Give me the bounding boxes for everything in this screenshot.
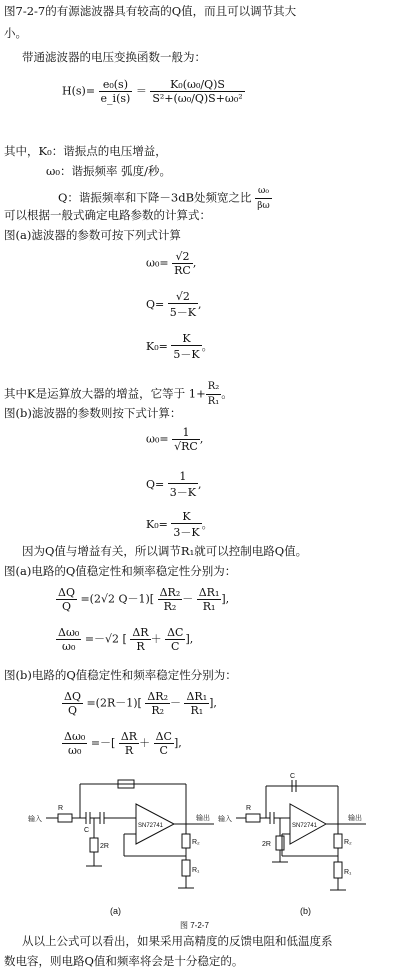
formula-numerator: e₀(s) [99,78,133,92]
definition-q: Q：谐振频率和下降－3dB处频宽之比 $\frac{\text{ω₀}}{\beta\omega}$ [58,186,270,211]
intro-line-2: 小。 [4,26,27,40]
formula-fraction [150,78,244,105]
formula-b-w-stability: $\frac{\text{Δω₀}}{\text{ω₀}}$ =－[ $\frac{\Delta R}{R}$ ＋ $\frac{\Delta C}{C}$ ], [64,730,182,757]
label-2r-a: 2R [100,843,109,850]
label-r-a: R [58,805,64,812]
transfer-function-intro: 带通滤波器的电压变换函数一般为： [22,50,206,64]
figure-caption: 图 7-2-7 [180,921,209,930]
formula-denominator: S²+(ω₀/Q)S+ω₀² [152,92,243,105]
formula-lhs: H(s)= [62,84,96,98]
circuit-figure [0,770,401,930]
formula-fraction [99,78,133,105]
formula-denominator: e_i(s) [100,92,131,105]
ratio-fraction: $\frac{\text{ω₀}}{\beta\omega}$ [257,186,270,211]
caption-a: (a) [110,906,121,916]
intro-line-1: 图7-2-7的有源滤波器具有较高的Q值，而且可以调节其大 [4,4,297,18]
definition-w0: ω₀：谐振频率 弧度/秒。 [46,164,172,178]
opamp-label-b: SN72741 [292,823,318,829]
resistor-r2-a [182,834,190,848]
conclusion-line-1: 从以上公式可以看出，如果采用高精度的反馈电阻和低温度系 [22,934,333,948]
output-label-b: 输出 [348,815,362,822]
label-r2-b: R₂ [344,839,352,846]
formula-numerator: K₀(ω₀/Q)S [150,78,244,92]
caption-b: (b) [300,906,311,916]
resistor-r1-b [334,862,342,878]
resistor-2r-b [276,836,284,850]
formula-b-q: Q= $\frac{1}{3-K}$ , [146,470,202,499]
filter-a-stability-intro: 图(a)电路的Q值稳定性和频率稳定性分别为： [4,564,237,578]
formula-a-w0: ω₀= $\frac{√2}{RC}$ , [146,250,197,277]
label-r2-a: R₂ [192,839,200,846]
resistor-r-a [58,814,72,822]
q-control-note: 因为Q值与增益有关，所以调节R₁就可以控制电路Q值。 [22,544,308,558]
formula-a-k0: K₀= $\frac{K}{5-K}$ 。 [146,332,213,361]
resistor-r-b [246,814,260,822]
resistor-r2-b [334,834,342,848]
label-r-b: R [246,805,252,812]
opamp-gain-note: 其中K是运算放大器的增益，它等于 1+ $\frac{\text{R₂}}{\text{R₁}}$ 。 [4,381,233,407]
formula-a-q-stability: $\frac{\Delta Q}{Q}$ =(2√2 Q－1)[ $\frac{\text{ΔR₂}}{\text{R₂}}$ － $\frac{\text{ΔR₁}}{\text{R₁}}$ ], [58,586,230,613]
input-label-a: 输入 [28,816,42,823]
general-formula-note: 可以根据一般式确定电路参数的计算式： [4,208,211,222]
label-r1-a: R₁ [192,867,200,874]
label-c-b: C [290,773,296,780]
filter-b-params-intro: 图(b)滤波器的参数则按下式计算： [4,406,182,420]
filter-b-stability-intro: 图(b)电路的Q值稳定性和频率稳定性分别为： [4,668,237,682]
resistor-2r-a [90,838,98,852]
formula-b-q-stability: $\frac{\Delta Q}{Q}$ =(2R－1)[ $\frac{\text{ΔR₂}}{\text{R₂}}$ － $\frac{\text{ΔR₁}}{\text{R₁}}$ ], [64,690,217,717]
label-2r-b: 2R [262,841,271,848]
input-label-b: 输入 [218,816,232,823]
label-c-a: C [84,827,90,834]
resistor-r1-a [182,860,190,876]
filter-a-params-intro: 图(a)滤波器的参数可按下列式计算 [4,228,181,242]
formula-a-q: Q= $\frac{√2}{5-K}$ , [146,290,202,319]
definition-k0: 其中，K₀：谐振点的电压增益， [4,144,167,158]
output-label-a: 输出 [196,815,210,822]
transfer-function-formula: H(s)= $\frac{\text{e₀(s)}}{e\_i(s)}$ ＝ $\frac{\text{K₀(ω₀/Q)S}}{\text{S²+(ω₀/Q)S+ω₀²}}$ [62,78,243,105]
circuit-a-diagram [46,780,214,888]
formula-b-k0: K₀= $\frac{K}{3-K}$ 。 [146,510,213,539]
conclusion-line-2: 数电容，则电路Q值和频率将会是十分稳定的。 [4,954,244,968]
formula-a-w-stability: $\frac{\text{Δω₀}}{\text{ω₀}}$ =－√2 [ $\frac{\Delta R}{R}$ ＋ $\frac{\Delta C}{C}$ ], [58,626,194,653]
formula-b-w0: ω₀= $\frac{1}{√RC}$ , [146,426,204,453]
label-r1-b: R₁ [344,869,352,876]
opamp-label-a: SN72741 [138,823,164,829]
